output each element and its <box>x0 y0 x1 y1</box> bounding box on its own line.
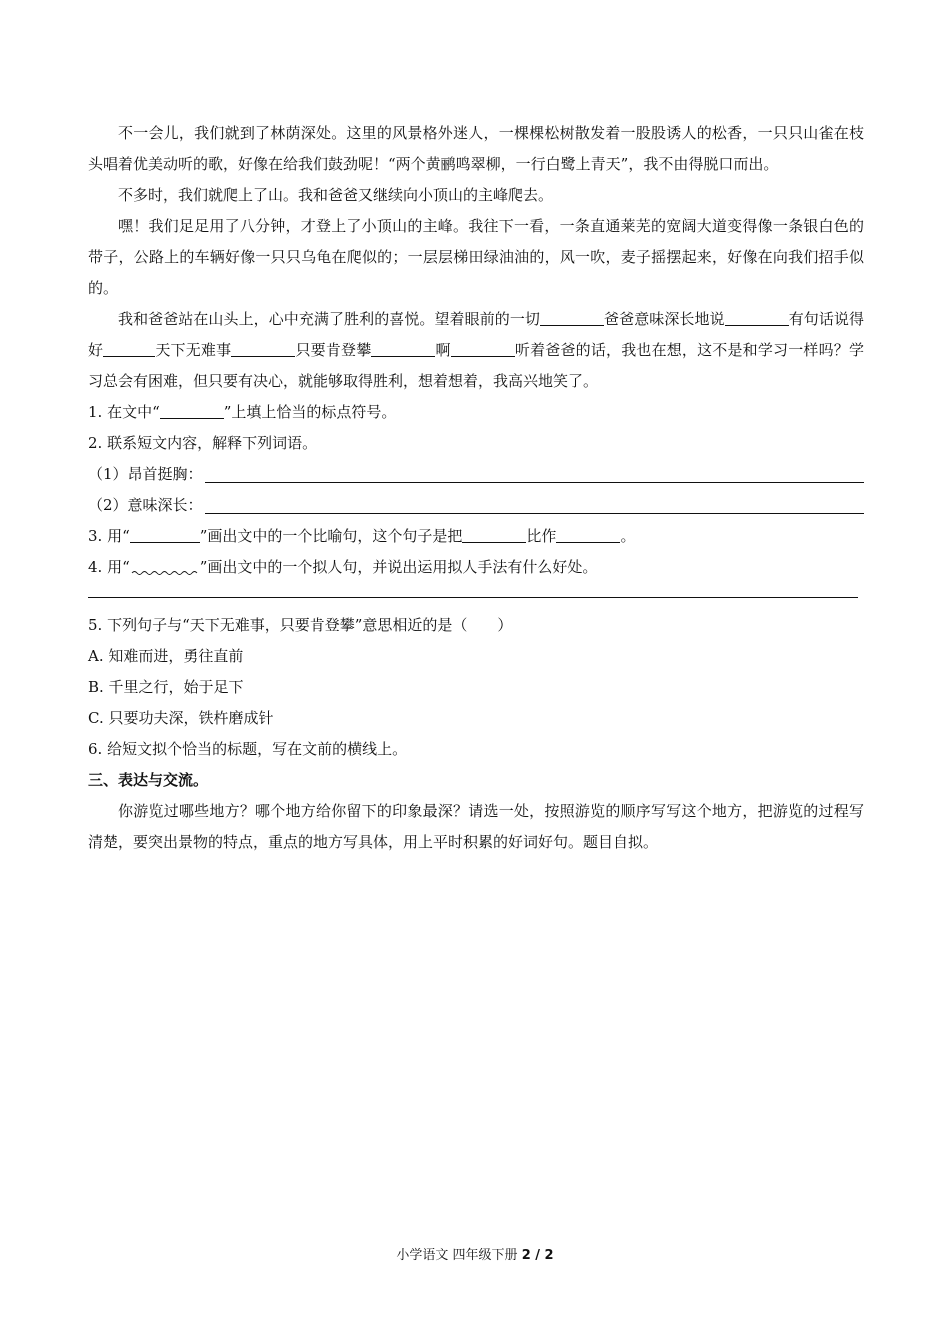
document-content <box>88 118 864 858</box>
punctuation-blank[interactable] <box>725 310 789 326</box>
q3-blank-1[interactable] <box>462 527 526 543</box>
q5-option-c: C. 只要功夫深，铁杵磨成针 <box>88 709 274 727</box>
footer-label: 小学语文 四年级下册 <box>396 1248 522 1263</box>
passage-paragraph-4 <box>88 304 864 397</box>
q3-underline-symbol <box>130 527 200 543</box>
page-number: 2 / 2 <box>521 1248 554 1263</box>
question-6: 6. 给短文拟个恰当的标题，写在文前的横线上。 <box>88 740 408 758</box>
q4-answer-line[interactable] <box>88 583 858 598</box>
page-footer <box>0 1244 950 1263</box>
p4-text-2: 爸爸意味深长地说 <box>603 310 725 328</box>
punctuation-blank[interactable] <box>540 310 604 326</box>
question-1 <box>88 397 864 428</box>
q1-text-pre: 1. 在文中“ <box>88 403 160 421</box>
q3-text-mid: ”画出文中的一个比喻句，这个句子是把 <box>199 527 463 545</box>
p4-text-3: 有句话说得好 <box>88 310 864 359</box>
q5-option-a: A. 知难而进，勇往直前 <box>88 647 244 665</box>
q2b-answer-line[interactable] <box>205 498 864 514</box>
punctuation-blank[interactable] <box>103 341 155 357</box>
section-3-body: 你游览过哪些地方？哪个地方给你留下的印象最深？请选一处，按照游览的顺序写写这个地方，把游览的过程写清楚，要突出景物的特点，重点的地方写具体，用上平时积累的好词好句。题目自拟。 <box>88 802 864 851</box>
punctuation-blank[interactable] <box>451 341 515 357</box>
q3-blank-2[interactable] <box>556 527 620 543</box>
passage-paragraph-3: 嘿！我们足足用了八分钟，才登上了小顶山的主峰。我往下一看，一条直通莱芜的宽阔大道变得像一条银白色的带子，公路上的车辆好像一只只乌龟在爬似的；一层层梯田绿油油的，风一吹，麦子摇摆起来，好像在向我们招手似的。 <box>88 217 864 297</box>
q2b-label: （2）意味深长： <box>88 496 203 514</box>
question-2: 2. 联系短文内容，解释下列词语。 <box>88 434 318 452</box>
p4-text-7: 听着爸爸的话，我也在想，这不是和学习一样吗？学习总会有困难，但只要有决心，就能够取得胜利，想着想着，我高兴地笑了。 <box>88 341 864 390</box>
q4-text-pre: 4. 用“ <box>88 558 130 576</box>
passage-paragraph-2: 不多时，我们就爬上了山。我和爸爸又继续向小顶山的主峰爬去。 <box>118 186 554 204</box>
q1-text-post: ”上填上恰当的标点符号。 <box>223 403 397 421</box>
p4-text-5: 只要肯登攀 <box>295 341 372 359</box>
p4-text-1: 我和爸爸站在山头上，心中充满了胜利的喜悦。望着眼前的一切 <box>118 310 540 328</box>
q3-text-end: 。 <box>620 527 636 545</box>
q2a-answer-line[interactable] <box>205 467 864 483</box>
q4-text-post: ”画出文中的一个拟人句，并说出运用拟人手法有什么好处。 <box>199 558 598 576</box>
q2a-label: （1）昂首挺胸： <box>88 465 203 483</box>
q3-text-pre: 3. 用“ <box>88 527 130 545</box>
question-4 <box>88 552 864 583</box>
question-5: 5. 下列句子与“天下无难事，只要肯登攀”意思相近的是（ ） <box>88 616 513 634</box>
q5-option-b: B. 千里之行，始于足下 <box>88 678 244 696</box>
punctuation-blank[interactable] <box>371 341 435 357</box>
p4-text-4: 天下无难事 <box>155 341 232 359</box>
passage-paragraph-1: 不一会儿，我们就到了林荫深处。这里的风景格外迷人，一棵棵松树散发着一股股诱人的松香，一只只山雀在枝头唱着优美动听的歌，好像在给我们鼓劲呢！“两个黄鹂鸣翠柳，一行白鹭上青天”，我不由得脱口而出。 <box>88 124 864 173</box>
question-2b <box>88 490 864 521</box>
punctuation-blank[interactable] <box>231 341 295 357</box>
q3-text-mid2: 比作 <box>526 527 557 545</box>
wavy-underline-icon <box>130 562 200 576</box>
q1-sample-blank <box>160 403 224 419</box>
p4-text-6: 啊 <box>435 341 451 359</box>
question-2a <box>88 459 864 490</box>
section-3-title: 三、表达与交流。 <box>88 771 209 789</box>
question-3 <box>88 521 864 552</box>
